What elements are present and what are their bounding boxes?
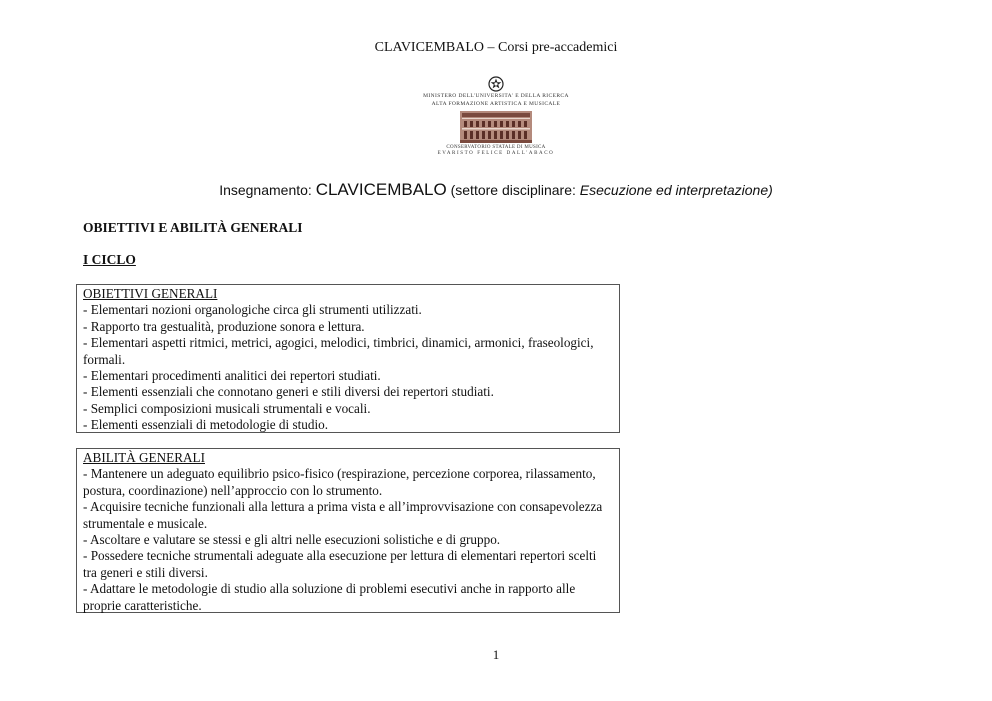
list-item: - Acquisire tecniche funzionali alla lettura a prima vista e all’improvvisazione con consapevolezza strumentale e musicale.	[83, 499, 603, 531]
list-item: - Elementari procedimenti analitici dei repertori studiati.	[83, 368, 381, 384]
obiettivi-generali-box	[76, 284, 620, 433]
list-item: - Elementi essenziali che connotano generi e stili diversi dei repertori studiati.	[83, 384, 494, 400]
conservatory-building-icon	[460, 111, 532, 143]
ciclo-heading: I CICLO	[83, 252, 136, 267]
abilita-generali-box	[76, 448, 620, 613]
conservatory-line-2: EVARISTO FELICE DALL'ABACO	[437, 151, 555, 156]
republic-emblem-icon	[488, 76, 504, 92]
page-number: 1	[492, 647, 500, 662]
insegnamento-label: Insegnamento:	[219, 182, 312, 198]
insegnamento-subject: CLAVICEMBALO	[315, 180, 447, 199]
list-item: - Rapporto tra gestualità, produzione sonora e lettura.	[83, 318, 365, 334]
list-item: - Possedere tecniche strumentali adeguate alla esecuzione per lettura di elementari repertori scelti tra generi e stili diversi.	[83, 548, 597, 580]
list-item: - Semplici composizioni musicali strumentali e vocali.	[83, 400, 371, 416]
institution-logo	[396, 76, 596, 168]
settore-value: Esecuzione ed interpretazione)	[579, 182, 773, 198]
abilita-generali-title: ABILITÀ GENERALI	[83, 450, 205, 465]
list-item: - Adattare le metodologie di studio alla soluzione di problemi esecutivi anche in rapporto alle proprie caratteristiche.	[83, 581, 576, 613]
list-item: - Mantenere un adeguato equilibrio psico-fisico (respirazione, percezione corporea, rilassamento, postura, coordinazione) nell’approccio con lo strumento.	[83, 466, 596, 498]
settore-prefix: (settore disciplinare:	[450, 182, 576, 198]
insegnamento-line	[0, 180, 992, 200]
list-item: - Ascoltare e valutare se stessi e gli altri nelle esecuzioni solistiche e di gruppo.	[83, 532, 501, 548]
list-item: - Elementi essenziali di metodologie di studio.	[83, 417, 329, 433]
list-item: - Elementari aspetti ritmici, metrici, agogici, melodici, timbrici, dinamici, armonici, fraseologici, formali.	[83, 335, 594, 367]
ministry-line-2: ALTA FORMAZIONE ARTISTICA E MUSICALE	[431, 101, 561, 107]
list-item: - Elementari nozioni organologiche circa gli strumenti utilizzati.	[83, 302, 422, 318]
ministry-line-1: MINISTERO DELL'UNIVERSITA' E DELLA RICERCA	[423, 93, 569, 99]
conservatory-line-1: CONSERVATORIO STATALE DI MUSICA	[446, 145, 546, 150]
page-header-title: CLAVICEMBALO – Corsi pre-accademici	[374, 40, 618, 55]
obiettivi-generali-title: OBIETTIVI GENERALI	[83, 286, 218, 301]
obiettivi-abilita-heading: OBIETTIVI E ABILITÀ GENERALI	[83, 220, 303, 235]
